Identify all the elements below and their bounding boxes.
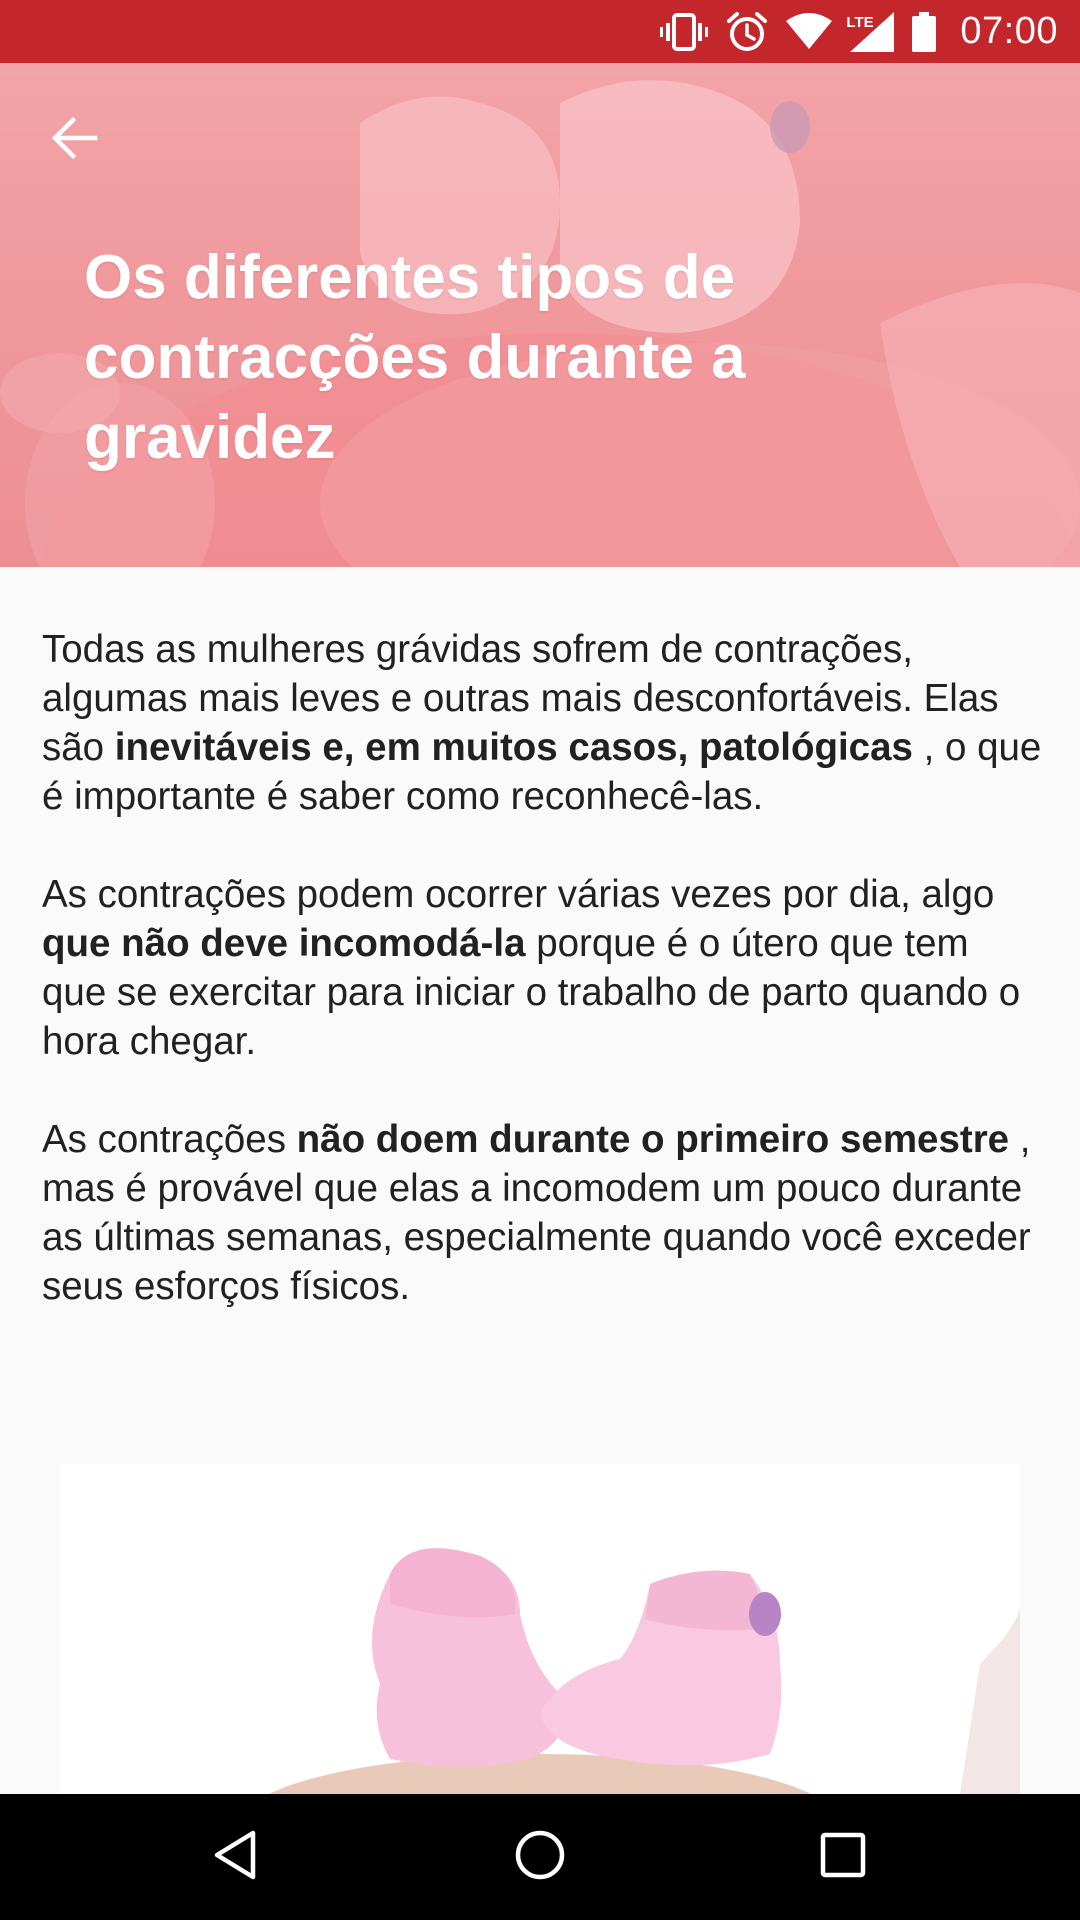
alarm-icon: [726, 12, 768, 52]
baby-booties-image: [60, 1464, 1020, 1794]
paragraph-2-emphasis: que não deve incomodá-la: [42, 922, 526, 965]
paragraph-2-text-end: porque é o útero que tem que se exercitar para iniciar o trabalho de parto quando o hora chegar.: [42, 922, 1021, 1063]
article-body: [42, 625, 1042, 1360]
paragraph-3-text: As contrações: [42, 1118, 297, 1161]
network-type-label: LTE: [846, 13, 874, 31]
paragraph-1-text: Todas as mulheres grávidas sofrem de contrações, algumas mais leves e outras mais desconfortáveis. Elas são: [42, 628, 999, 769]
back-triangle-icon: [211, 1829, 259, 1886]
nav-recents-button[interactable]: [808, 1822, 878, 1892]
nav-back-button[interactable]: [200, 1822, 270, 1892]
paragraph-3-text-end: , mas é provável que elas a incomodem um pouco durante as últimas semanas, especialmente quando você exceder seus esforços físicos.: [42, 1118, 1031, 1308]
article-header: [0, 63, 1080, 567]
lte-signal-icon: [846, 12, 894, 52]
navigation-bar: [0, 1794, 1080, 1920]
article-paragraph-1: [42, 625, 1042, 821]
article-paragraph-2: [42, 870, 1042, 1066]
paragraph-1-text-end: , o que é importante é saber como reconhecê-las.: [42, 726, 1042, 818]
article-paragraph-3: [42, 1115, 1042, 1311]
article-image: [60, 1464, 1020, 1794]
home-circle-icon: [514, 1829, 566, 1886]
article-title: Os diferentes tipos de contracções durante a gravidez: [84, 243, 746, 472]
clock: 07:00: [960, 10, 1058, 52]
recents-square-icon: [820, 1832, 866, 1883]
wifi-icon: [786, 12, 832, 52]
paragraph-2-text: As contrações podem ocorrer várias vezes por dia, algo: [42, 873, 995, 916]
paragraph-1-emphasis: inevitáveis e, em muitos casos, patológicas: [114, 726, 913, 769]
paragraph-3-emphasis: não doem durante o primeiro semestre: [296, 1118, 1010, 1161]
nav-home-button[interactable]: [505, 1822, 575, 1892]
vibrate-icon: [660, 12, 708, 52]
battery-icon: [912, 12, 936, 52]
back-button[interactable]: [40, 105, 110, 175]
arrow-left-icon: [51, 116, 99, 165]
status-bar: [0, 0, 1080, 63]
